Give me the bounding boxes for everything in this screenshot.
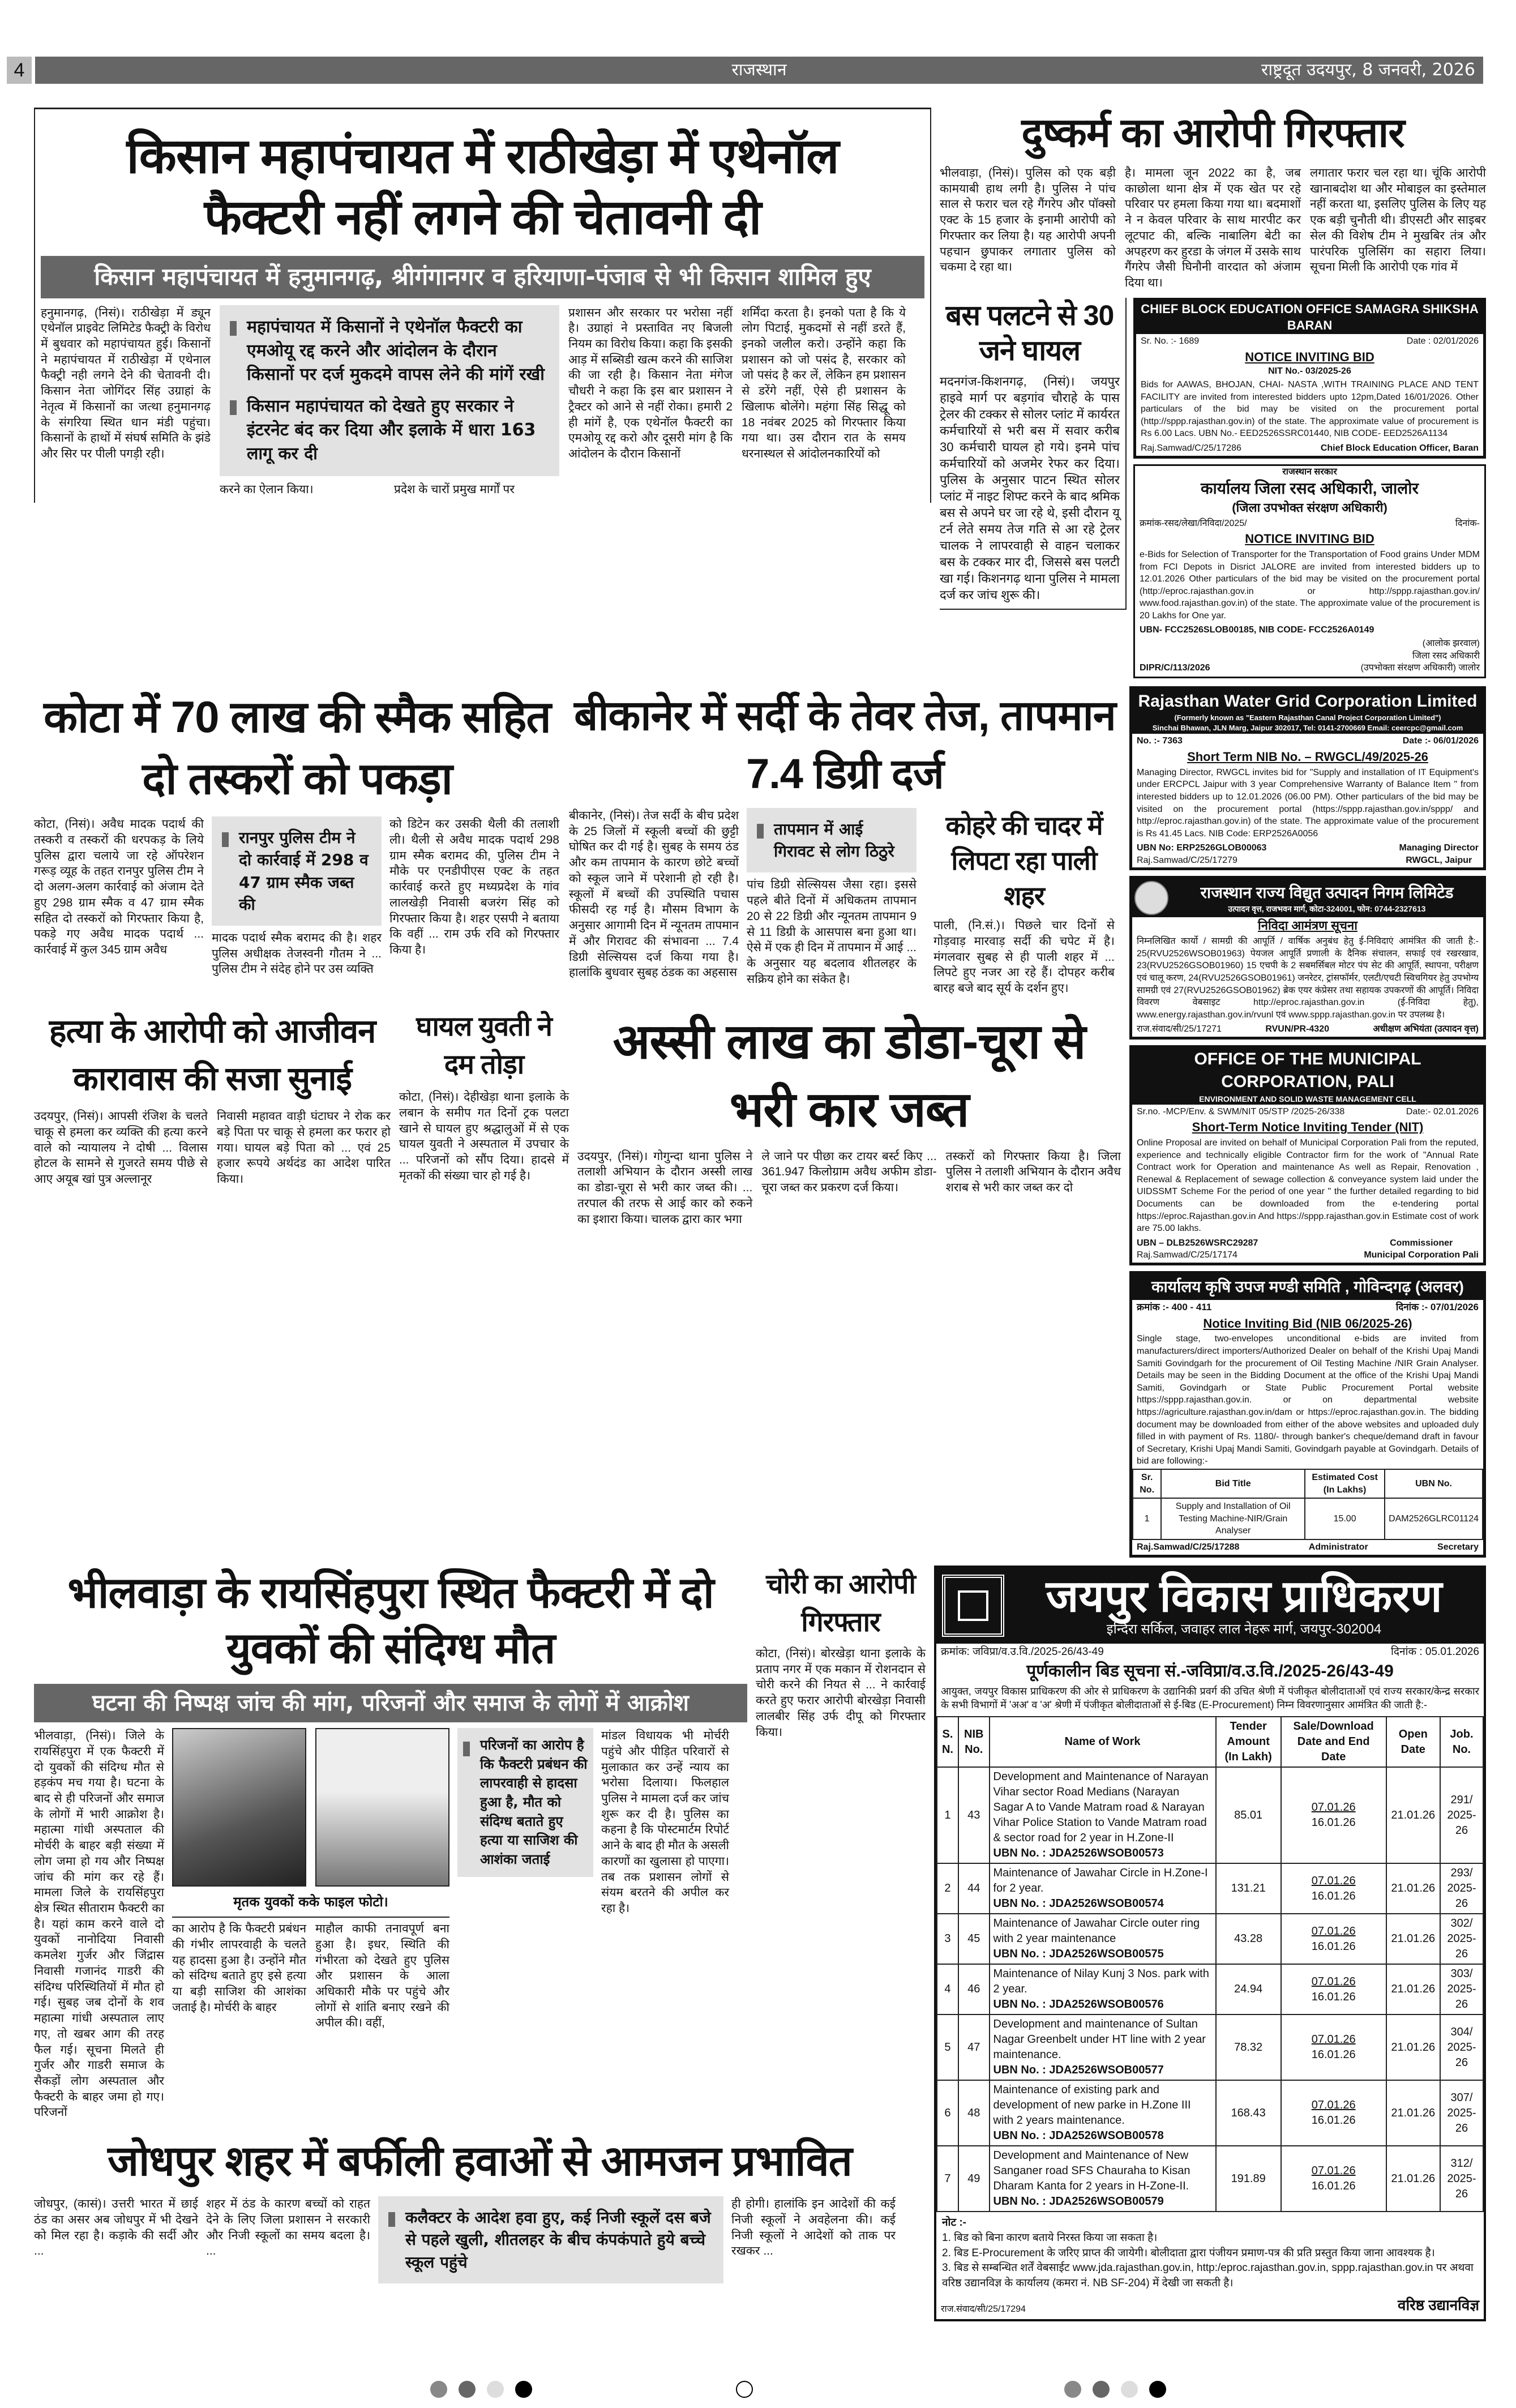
crosshair-mark-icon: [736, 2381, 753, 2398]
page-header-bar: [35, 57, 1483, 84]
table-cell: Supply and Installation of Oil Testing Machine-NIR/Grain Analyser: [1161, 1498, 1305, 1539]
pull-quote: रानपुर पुलिस टीम ने दो कार्रवाई में 298 व 47 ग्राम स्मैक जब्त की: [222, 827, 371, 916]
amount-cell: 131.21: [1216, 1863, 1281, 1914]
notice-gov: राजस्थान सरकार: [1282, 467, 1337, 477]
notice-org: कार्यालय कृषि उपज मण्डी समिति , गोविन्दगढ़ (अलवर): [1132, 1274, 1483, 1300]
notice-date: Date:- 02.01.2026: [1406, 1106, 1479, 1117]
table-row: [937, 1914, 1483, 1964]
notice-ubn: UBN – DLB2526WSRC29287: [1137, 1238, 1258, 1248]
registration-dot: [487, 2381, 504, 2398]
note-item: 1. बिड को बिना कारण बताये निरस्त किया जा सकता है।: [942, 2232, 1158, 2244]
notice-sub: (जिला उपभोक्त संरक्षण अधिकारी): [1232, 500, 1387, 515]
notice-sign: Municipal Corporation Pali: [1364, 1250, 1479, 1260]
notice-text: Single stage, two-envelopes unconditional e-bids are invited from manufacturers/direct importers/Authorized Dealer on behalf of the Krishi Upaj Mandi Samiti Govindgarh for the procurement of Oil Testing Machine /NIR Grain Analyser. Details may be seen in the Bidding Document at the office of the Krishi Upaj Mandi Samiti, Govindgarh or State Public Procurement Portal website https://sppp.rajasthan.gov.in. or on departmental website https://agriculture.rajasthan.gov.in/dam or https://eproc.rajasthan.gov.in. The bidding document may be downloaded from either of the above websites and uploaded duly filled in with payment of Rs. 1180/- through banker's cheque/demand draft in favour of Secretary, Krishi Upaj Mandi Samiti, Govindgarh payable at Govindgarh. Details of bid are following:-: [1137, 1334, 1479, 1466]
amount-cell: 191.89: [1216, 2146, 1281, 2212]
victim-photo: [172, 1728, 306, 1887]
dates-cell: [1281, 1914, 1386, 1964]
notice-ubn: UBN- FCC2526SLOB00185, NIB CODE- FCC2526A0149: [1140, 625, 1374, 635]
work-name: Maintenance of Nilay Kunj 3 Nos. park with 2 year.: [993, 1968, 1209, 1996]
section-middle: [34, 686, 1486, 1558]
main-headline-line1: किसान महापंचायत में राठीखेड़ा में एथेनॉल: [126, 129, 839, 183]
work-cell: [990, 2080, 1216, 2146]
table-row: [937, 2080, 1483, 2146]
section-name: राजस्थान: [731, 60, 787, 80]
article-column: शर्मिंदा करता है। इनको पता है कि ये लोग पिटाई, मुकदमों से नहीं डरते हैं, इनको जलील करो। उन्होंने कहा कि प्रशासन को जो पसंद है, सरकार को जो पसंद है कर लें, लेकिन हम प्रशासन से डरेंगे नहीं, ऐसे ही प्रशासन के खिलाफ बोलेंगे। महंगा सिंह सिद्धू को 18 नवंबर 2025 को गिरफ्तार किया गया था। उस दौरान रात के समय धरनास्थल से आंदोलनकारियों को: [742, 306, 906, 461]
right-top-column: [940, 108, 1486, 678]
notice-sign: वरिष्ठ उद्यानविज्ञ: [1397, 2296, 1479, 2314]
notice-jda: [934, 1566, 1486, 2321]
section-bottom: [34, 1566, 1486, 2321]
notice-text: निम्नलिखित कार्यो / सामग्री की आपूर्ति / वार्षिक अनुबंध हेतु ई-निविदाएं आमंत्रित की जाती है:- 25(RVU2526WSOB01963) पेयजल आपूर्ति प्रणाली के दैनिक संचालन, सफाई एवं रखरखाव, 23(RVU2526GSOB01960) 15 एचपी के 2 सबमर्सिबल मोटर पंप सेट की आपूर्ति, स्थापना, परीक्षण एवं चालू करण, 24(RVU2526GSOB01961) जनरेटर, ट्रांसफॉर्मर, एलटी/एचटी स्विचगियर हेतु उपभोग्य सामग्री एवं 27(RVU2526GSOB01962) ब्रेक एयर कंप्रेसर तथा सहायक उपकरणों की आपूर्ति। निविदा विवरण वेबसाइट http://eproc.rajasthan.gov.in (ई-निविदा हेतु), www.energy.rajasthan.gov.in/rvunl एवं www.sppp.rajasthan.gov.in पर उपलब्ध है।: [1137, 936, 1479, 1020]
job-cell: 303/ 2025-26: [1440, 1964, 1483, 2014]
sn-cell: 3: [937, 1914, 958, 1964]
article-column: प्रशासन और सरकार पर भरोसा नहीं है। उग्राहां ने प्रस्तावित नए बिजली नियम का विरोध किया। कहा कि इसकी आड़ में सब्सिडी खत्म करने की साजिश की जा रही है। किसान नेता मंगेज चौधरी ने कहा कि इस बार प्रशासन ने ट्रैक्टर को आने से नहीं रोका। हमारी 2 ही मांगें है, एक एथेनॉल फैक्टरी का एमओयू रद्द करो और दूसरी मांग है कि आंदोलन के दौरान किसानों: [568, 306, 733, 461]
notice-ref: Raj.Samwad/C/25/17174: [1137, 1250, 1237, 1260]
article-column: मादक पदार्थ स्मैक बरामद की है। शहर पुलिस अधीक्षक तेजस्वनी गौतम ने ... पुलिस टीम ने संदेह होने पर उस व्यक्ति: [212, 931, 382, 976]
story-bhilwara: [34, 1566, 747, 2121]
notice-text: Online Proposal are invited on behalf of Municipal Corporation Pali from the reputed, experience and technically eligible Contractor firm for the work of "Annual Rate Contract work for Operation and maintenance As well as Repair, Renovation , Renewal & Replacement of sewage collection & conveyance system laid under the UIDSSMT Scheme For the period of one year " the further detailed regarding to bid Documents can be downloaded from the e-tendering portal https://eproc.Rajasthan.gov.in And https://sppp.rajasthan.gov.in Estimate cost of work are 75.00 lakhs.: [1137, 1138, 1479, 1234]
open-date-cell: 21.01.26: [1386, 2146, 1440, 2212]
notice-rvun: [1129, 876, 1486, 1039]
notice-jalore: [1133, 464, 1486, 678]
ubn-number: UBN No. : JDA2526WSOB00575: [993, 1948, 1164, 1961]
notice-ref: राज.संवाद/सी/25/17294: [941, 2304, 1026, 2314]
headline: दुष्कर्म का आरोपी गिरफ्तार: [1021, 110, 1404, 156]
mandi-bid-table: [1132, 1469, 1483, 1540]
headline: जोधपुर शहर में बर्फीली हवाओं से आमजन प्रभावित: [108, 2137, 852, 2185]
pull-quote-box: [212, 816, 382, 926]
article-column: हनुमानगढ़, (निसं)। राठीखेड़ा में ड्यून एथेनॉल प्राइवेट लिमिटेड फैक्ट्री के विरोध में बुधवार को महापंचायत हुई। किसानों ने महापंचायत में राठीखेड़ा में एथेनाल फैक्ट्री नही लगने देने की चेतावनी दी। किसान नेता जोगिंदर सिंह उग्राहां के नेतृत्व में किसानों का जत्था हनुमानगढ़ के संगरिया स्थित धान मंडी पहुंचा। किसानों के हाथों में संघर्ष समिति के झंडे और सिर पर पीली पगड़ी रही।: [41, 306, 211, 461]
article-column: भीलवाड़ा, (निसं)। पुलिस को एक बड़ी कामयाबी हाथ लगी है। पुलिस ने पांच साल से फरार चल रहे गैंगरेप और पॉक्सो एक्ट के 15 हजार के इनामी आरोपी को गिरफ्तार कर लिया है। यह आरोपी अपनी पहचान छुपाकर लगातार पुलिस को चकमा दे रहा था।: [940, 166, 1116, 274]
headline: कोहरे की चादर में लिपटा रहा पाली शहर: [945, 811, 1103, 911]
job-cell: 291/ 2025-26: [1440, 1767, 1483, 1863]
bottom-stories: [34, 1566, 926, 2283]
article-column: बीकानेर, (निसं)। तेज सर्दी के बीच प्रदेश के 25 जिलों में स्कूली बच्चों की छुट्टी घोषित कर दी गई है। सुबह के समय ठंड और कम तापमान के कारण छोटे बच्चों को स्कूल जाने में परेशानी हो रही है। स्कूलों में बच्चों की उपस्थिति पचास फीसदी रह गई है। मौसम विभाग के अनुसार आगामी दिन में न्यूनतम तापमान में और गिरावट की संभावना ... 7.4 डिग्री सेल्सियस दर्ज किया गया है। हालांकि बुधवार सुबह ठंडक का अहसास: [569, 809, 739, 980]
work-cell: [990, 2014, 1216, 2080]
column-header: UBN No.: [1385, 1469, 1483, 1498]
open-date-cell: 21.01.26: [1386, 2080, 1440, 2146]
sale-date: 07.01.26: [1311, 2099, 1356, 2112]
dates-cell: [1281, 1767, 1386, 1863]
amount-cell: 24.94: [1216, 1964, 1281, 2014]
registration-dot: [1093, 2381, 1110, 2398]
column-header: Name of Work: [990, 1717, 1216, 1767]
registration-dot: [459, 2381, 476, 2398]
notice-org: CHIEF BLOCK EDUCATION OFFICE SAMAGRA SHIKSHA BARAN: [1136, 301, 1483, 334]
notice-dinank: दिनांक-: [1455, 518, 1480, 528]
notice-org: राजस्थान राज्य विद्युत उत्पादन निगम लिमिटेड: [1200, 884, 1454, 902]
work-name: Maintenance of existing park and development of new parke in H.Zone III with 2 years maintenance.: [993, 2084, 1191, 2127]
table-cell: DAM2526GLRC01124: [1385, 1498, 1483, 1539]
page-number: 4: [7, 57, 32, 84]
note-item: 3. बिड से सम्बन्धित शर्तें वेबसाईट www.jda.rajasthan.gov.in, http:/eproc.rajasthan.gov.in, sppp.rajasthan.gov.in पर अथवा वरिष्ठ उद्यानविज्ञ के कार्यालय (कमरा नं. NB SF-204) में देखी जा सकती है।: [942, 2262, 1474, 2289]
job-cell: 304/ 2025-26: [1440, 2014, 1483, 2080]
notice-title: Notice Inviting Bid (NIB 06/2025-26): [1203, 1316, 1412, 1331]
amount-cell: 78.32: [1216, 2014, 1281, 2080]
notice-address: इन्दिरा सर्किल, जवाहर लाल नेहरू मार्ग, जयपुर-302004: [1106, 1622, 1382, 1637]
notice-formerly: (Formerly known as "Eastern Rajasthan Canal Project Corporation Limited"): [1174, 713, 1441, 722]
notice-address: Sinchai Bhawan, JLN Marg, Jaipur 302017, Tel: 0141-2700669 Email: ceercpc@gmail.com: [1152, 723, 1463, 732]
story-dushkarm: [940, 108, 1486, 291]
table-cell: 15.00: [1305, 1498, 1385, 1539]
open-date-cell: 21.01.26: [1386, 1767, 1440, 1863]
story-ghayal: [399, 1008, 569, 1184]
article-column: भीलवाड़ा, (निसं)। जिले के रायसिंहपुरा में एक फैक्टरी में दो युवकों की संदिग्ध मौत से हड़कंप मच गया है। घटना के बाद से ही परिजनों और समाज के लोगों में भारी आक्रोश है। महात्मा गांधी अस्पताल की मोर्चरी के बाहर बड़ी संख्या में लोग जमा हो गय और निष्पक्ष जांच की मांग कर रहे हैं। मामला जिले के रायसिंहपुरा क्षेत्र स्थित सीताराम फैक्टरी का है। यहां काम करने वाले दो युवकों नानोदिया निवासी कमलेश गुर्जर और जिंद्रास निवासी गजानंद गाडरी की संदिग्ध परिस्थितियों में मौत हो गई। सुबह जब दोनों के शव महात्मा गांधी अस्पताल लाए गए, तो खबर आग की तरह फैल गई। सूचना मिलते ही गुर्जर और गाडरी समाज के सैकड़ों लोग अस्पताल और फैक्टरी के बाहर जमा हो गए। परिजनों: [34, 1729, 164, 2119]
job-cell: 302/ 2025-26: [1440, 1914, 1483, 1964]
column-header: Sr. No.: [1133, 1469, 1161, 1498]
edition-date: राष्ट्रदूत उदयपुर, 8 जनवरी, 2026: [1261, 60, 1475, 80]
work-name: Development and Maintenance of Narayan Vihar sector Road Medians (Narayan Sagar A to Vande Matram road & Narayan Vihar Police Station to Vande Matram road & sector road for 2 year in H.Zone-II: [993, 1770, 1209, 1845]
headline: घायल युवती ने दम तोड़ा: [416, 1011, 552, 1080]
headline: भीलवाड़ा के रायसिंहपुरा स्थित फैक्टरी में दो युवकों की संदिग्ध मौत: [67, 1568, 714, 1673]
pull-quote-box: [378, 2196, 723, 2283]
article-column: लगातार फरार चल रहा था। चूंकि आरोपी खानाबदोश था और मोबाइल का इस्तेमाल नहीं करता था, इसलिए पुलिस के लिए यह एक बड़ी चुनौती थी। डीएसटी और साइबर सेल की विशेष टीम ने मुखबिर तंत्र और पारंपरिक पुलिसिंग का सहारा लिया। सूचना मिली कि आरोपी एक गांव में: [1310, 166, 1486, 274]
notice-date: Date : 02/01/2026: [1406, 336, 1479, 347]
jda-notes: [936, 2212, 1484, 2294]
column-header: NIB No.: [958, 1717, 990, 1767]
notices-column-top: [1133, 298, 1486, 678]
article-body: मदनगंज-किशनगढ़, (निसं)। जयपुर हाइवे मार्ग पर बड़गांव चौराहे के पास ट्रेलर की टक्कर से सोलर प्लांट में कार्यरत कर्मचारियों से भरी बस में सवार करीब 30 कर्मचारी घायल हो गये। इनमे पांच कर्मचारियों को अजमेर रेफर कर दिया। पुलिस के अनुसार पाटन स्थित सोलर प्लांट में नाइट शिफ्ट करने के बाद श्रमिक बस से अपने घर जा रहे थे, इसी दौरान यू टर्न लेते समय तेज गति से आ रहे ट्रेलर चालक ने लापरवाही से वाहन चलाकर बस के टक्कर मार दी, जिससे बस पलटी खा गई। किशनगढ़ थाना पुलिस ने मामला दर्ज कर जांच शुरू की।: [940, 374, 1120, 602]
sale-date: 07.01.26: [1311, 1975, 1356, 1988]
story-bikaner: [569, 808, 926, 987]
headline: अस्सी लाख का डोडा-चूरा से भरी कार जब्त: [613, 1014, 1086, 1137]
amount-cell: 43.28: [1216, 1914, 1281, 1964]
notice-dinank: दिनांक : 05.01.2026: [1391, 1645, 1479, 1658]
pull-quote-box: [220, 305, 559, 476]
article-column: तस्करों को गिरफ्तार किया है। जिला पुलिस ने तलाशी अभियान के दौरान अवैध शराब से भरी कार जब्त कर दो: [945, 1149, 1121, 1195]
article-column: ही होगी। हालांकि इन आदेशों की कई निजी स्कूलों ने अवहेलना की। कई निजी स्कूलों ने आदेशों को ताक पर रखकर ...: [731, 2197, 896, 2258]
end-date: 16.01.26: [1311, 1816, 1356, 1829]
story-bus: [940, 298, 1127, 610]
work-name: Development and maintenance of Sultan Nagar Greenbelt under HT line with 2 year maintenance.: [993, 2018, 1206, 2061]
article-body: कोटा, (निसं)। बोरखेड़ा थाना इलाके के प्रताप नगर में एक मकान में रोशनदान से चोरी करने की नियत से ... ने कार्रवाई करते हुए फरार आरोपी बोरखेड़ा निवासी लालबीर सिंह उर्फ दीपू को गिरफ्तार किया।: [756, 1646, 926, 1739]
notice-sign: Administrator: [1308, 1542, 1368, 1552]
note-label: नोट :-: [942, 2217, 966, 2229]
article-column: को डिटेन कर उसकी थैली की तलाशी ली। थैली से अवैध मादक पदार्थ 298 ग्राम स्मैक बरामद की, पुलिस टीम ने मौके पर एनडीपीएस एक्ट के तहत कार्रवाई करते हुए मध्यप्रदेश के गांव लालखेड़ी निवासी बजरंग सिंह को गिरफ्तार किया है। शहर एसपी ने बताया कि वहीं ... राम उर्फ रवि को गिरफ्तार किया है।: [389, 818, 559, 956]
bikaner-headline: बीकानेर में सर्दी के तेवर तेज, तापमान 7.4 डिग्री दर्ज: [574, 691, 1116, 798]
work-cell: [990, 1767, 1216, 1863]
sale-date: 07.01.26: [1311, 2165, 1356, 2178]
ubn-number: UBN No. : JDA2526WSOB00576: [993, 1998, 1164, 2011]
notice-intro: आयुक्त, जयपुर विकास प्राधिकरण की ओर से प्राधिकरण के उद्यानिकी प्रवर्ग की उचित श्रेणी में पंजीकृत बोलीदाताओं एवं राज्य सरकार/केन्द्र सरकार के सभी विभागों में 'अअ' व 'अ' श्रेणी में पंजीकृत बोलीदाताओं से ई-बिड (E-Procurement) निम्न विवरणानुसार आमंत्रित की जाती है:-: [941, 1685, 1479, 1711]
notice-signer: (आलोक झरवाल): [1422, 639, 1480, 649]
open-date-cell: 21.01.26: [1386, 1863, 1440, 1914]
subhead: घटना की निष्पक्ष जांच की मांग, परिजनों और समाज के लोगों में आक्रोश: [34, 1684, 747, 1722]
sn-cell: 4: [937, 1964, 958, 2014]
story-hatya: [34, 1008, 391, 1187]
notice-sr: Sr.no. -MCP/Env. & SWM/NIT 05/STP /2025-26/338: [1137, 1106, 1345, 1117]
article-column: निवासी महावत वाड़ी घंटाघर ने रोक कर बड़े पिता पर चाकू से हमला कर फरार हो गया। घायल बड़े पिता को ... एवं 25 हजार रूपये अर्थदंड का आदेश पारित किया।: [217, 1110, 391, 1186]
amount-cell: 85.01: [1216, 1767, 1281, 1863]
article-column: उदयपुर, (निसं)। आपसी रंजिश के चलते चाकू से हमला कर व्यक्ति की हत्या करने वाले को न्यायालय ने दोषी ... विलास होटल के सामने से गुजरते समय पीछे से आए अयूब खां पुत्र अल्लानूर: [34, 1110, 208, 1186]
headline: चोरी का आरोपी गिरफ्तार: [766, 1569, 915, 1637]
pull-quote: महापंचायत में किसानों ने एथेनॉल फैक्टरी का एमओयू रद्द करने और आंदोलन के दौरान किसानों पर दर्ज मुकदमे वापस लेने की मांगें रखी: [230, 315, 549, 387]
ubn-number: UBN No. : JDA2526WSOB00577: [993, 2064, 1164, 2077]
notice-kramank: क्रमांक :- 400 - 411: [1137, 1301, 1212, 1312]
registration-dot: [430, 2381, 447, 2398]
nib-cell: 44: [958, 1863, 990, 1914]
open-date-cell: 21.01.26: [1386, 2014, 1440, 2080]
table-row: [937, 2014, 1483, 2080]
amount-cell: 168.43: [1216, 2080, 1281, 2146]
registration-marks: [1064, 2381, 1166, 2398]
notice-dinank: दिनांक :- 07/01/2026: [1395, 1301, 1479, 1312]
notice-no: No. :- 7363: [1137, 736, 1183, 746]
column-header: Estimated Cost (In Lakhs): [1305, 1469, 1385, 1498]
work-name: Maintenance of Jawahar Circle in H.Zone-I for 2 year.: [993, 1867, 1208, 1895]
main-headline-line2: फैक्टरी नहीं लगने की चेतावनी दी: [204, 190, 761, 245]
ubn-number: UBN No. : JDA2526WSOB00579: [993, 2195, 1164, 2208]
column-header: S. N.: [937, 1717, 958, 1767]
middle-stories: [34, 686, 1121, 1227]
table-row: [1133, 1498, 1483, 1539]
table-row: [937, 1964, 1483, 2014]
article-column: करने का ऐलान किया।: [220, 482, 314, 496]
ubn-number: UBN No. : JDA2526WSOB00573: [993, 1847, 1164, 1860]
article-column: पांच डिग्री सेल्सियस जैसा रहा। इससे पहले बीते दिनों में अधिकतम तापमान 20 से 22 डिग्री और न्यूनतम तापमान 9 से 11 डिग्री के आसपास बना हुआ था। ऐसे में एक ही दिन में तापमान में आई ... के अनुसार यह बदलाव शीतलहर के सक्रिय होने का संकेत है।: [747, 878, 917, 986]
column-header: Job. No.: [1440, 1717, 1483, 1767]
dates-cell: [1281, 1863, 1386, 1914]
headline: बस पलटने से 30 जने घायल: [945, 299, 1114, 367]
notice-org: OFFICE OF THE MUNICIPAL CORPORATION, PALI: [1194, 1049, 1421, 1092]
table-cell: 1: [1133, 1498, 1161, 1539]
nib-cell: 47: [958, 2014, 990, 2080]
pull-quote: तापमान में आई गिरावट से लोग ठिठुरे: [757, 818, 906, 862]
ubn-number: UBN No. : JDA2526WSOB00578: [993, 2129, 1164, 2142]
notice-sign: जिला रसद अधिकारी: [1412, 651, 1480, 661]
notice-sign: Commissioner: [1390, 1238, 1453, 1248]
pull-quote: किसान महापंचायत को देखते हुए सरकार ने इंटरनेट बंद कर दिया और इलाके में धारा 163 लागू कर दी: [230, 395, 549, 466]
notice-sign: अधीक्षण अभियंता (उत्पादन वृत्त): [1373, 1024, 1479, 1034]
notice-sign: Managing Director: [1399, 843, 1479, 853]
registration-dot: [1149, 2381, 1166, 2398]
pull-quote-box: [457, 1728, 593, 1877]
notice-sign: Secretary: [1437, 1542, 1479, 1552]
victim-photo: [315, 1728, 449, 1887]
work-name: Maintenance of Jawahar Circle outer ring with 2 year maintenance: [993, 1917, 1200, 1945]
pull-quote-box: [747, 808, 917, 872]
story-jodhpur: [34, 2134, 926, 2283]
sale-date: 07.01.26: [1311, 1801, 1356, 1814]
article-body: पाली, (नि.सं.)। पिछले चार दिनों से गोड़वाड़ मारवाड़ सर्दी की चपेट में है। मंगलवार सुबह से ही पाली शहर में ... लिपटे हुए नजर आ रहे हैं। दोपहर करीब बारह बजे बाद सूर्य के दर्शन हुए।: [933, 919, 1115, 995]
article-column: कोटा, (निसं)। अवैध मादक पदार्थ की तस्करी व तस्करों की धरपकड़ के लिये पुलिस द्वारा चलाये जा रहे ऑपरेशन गरूड़ व्यूह के तहत रानपुर पुलिस टीम ने दो अलग-अलग कार्रवाई को अंजाम देते हुए 298 ग्राम स्मैक व 47 ग्राम स्मैक सहित दो तस्करों को गिरफ्तार किया है, पकड़े गए अवैध मादक पदार्थ ... कार्रवाई में कुल 345 ग्राम अवैध: [34, 818, 204, 956]
notice-ref: राज.संवाद/सी/25/17271: [1137, 1024, 1222, 1034]
notice-title: Short Term NIB No. – RWGCL/49/2025-26: [1187, 750, 1428, 764]
notice-ref: Raj.Samwad/C/25/17286: [1141, 443, 1241, 453]
notice-title: NOTICE INVITING BID: [1245, 532, 1374, 546]
notice-ref: Raj.Samwad/C/25/17288: [1137, 1542, 1240, 1552]
main-story: [34, 108, 931, 503]
pull-quote: परिजनों का आरोप है कि फैक्टरी प्रबंधन की लापरवाही से हादसा हुआ है, मौत को संदिग्ध बताते हुए हत्या या साजिश की आशंका जताई: [463, 1736, 588, 1869]
story-chori: [756, 1566, 926, 1740]
article-column: ले जाने पर पीछा कर टायर बर्स्ट किए ... 361.947 किलोग्राम अवैध अफीम डोडा-चूरा जब्त कर प्रकरण दर्ज किया।: [761, 1149, 937, 1195]
main-body: [35, 298, 930, 498]
article-column: प्रदेश के चारों प्रमुख मार्गों पर: [394, 482, 515, 496]
registration-dot: [515, 2381, 532, 2398]
notice-text: e-Bids for Selection of Transporter for the Transportation of Food grains Under MDM from FCI Depots in Disrict JALORE are invited from interested bidders up to 12.01.2026 Other particulars of the bid may be visited on the procurement portal (http://eproc.rajasthan.gov.in or http://sppp.rajasthan.gov.in/ www.food.rajasthan.gov.in) of the state. The approximate value of the procurement is 20 Lakhs for One yar.: [1140, 549, 1480, 621]
photo-caption: मृतक युवकों कके फाइल फोटो।: [172, 1887, 449, 1918]
notice-baran: [1133, 298, 1486, 459]
dates-cell: [1281, 1964, 1386, 2014]
article-column: जोधपुर, (कासं)। उत्तरी भारत में छाई ठंड का असर अब जोधपुर में भी देखने को मिल रहा है। कड़ाके की सर्दी और ...: [34, 2197, 198, 2258]
sale-date: 07.01.26: [1311, 1924, 1356, 1937]
page-content: [34, 108, 1486, 2321]
notice-org: जयपुर विकास प्राधिकरण: [1046, 1571, 1442, 1621]
notice-water-grid: [1129, 686, 1486, 871]
notice-date: Date :- 06/01/2026: [1402, 736, 1479, 746]
article-column: है। मामला जून 2022 का है, जब काछोला थाना क्षेत्र में एक खेत पर रहे परिवार पर हमला किया गया था। बदमाशों ने न केवल परिवार के साथ मारपीट कर लूटपाट की, बल्कि नाबालिग बेटी का अपहरण कर हुरडा के जंगल में उसके साथ गैंगरेप जैसी घिनौनी वारदात को अंजाम दिया था।: [1125, 166, 1301, 290]
sn-cell: 1: [937, 1767, 958, 1863]
article-column: माहौल काफी तनावपूर्ण बना हुआ है। इधर, स्थिति की गंभीरता को देखते हुए पुलिस और प्रशासन के आला अधिकारी मौके पर पहुंचे और लोगों से शांति बनाए रखने की अपील की। वहीं,: [315, 1922, 449, 2030]
registration-dot: [1064, 2381, 1081, 2398]
nib-cell: 46: [958, 1964, 990, 2014]
column-header: Open Date: [1386, 1717, 1440, 1767]
jda-bid-table: [936, 1716, 1484, 2212]
notice-mandi: [1129, 1271, 1486, 1558]
main-subhead: किसान महापंचायत में हनुमानगढ़, श्रीगंगानगर व हरियाणा-पंजाब से भी किसान शामिल हुए: [41, 256, 924, 298]
notice-nit: NIT No.- 03/2025-26: [1268, 366, 1351, 377]
notice-text: Managing Director, RWGCL invites bid for "Supply and installation of IT Equipment's under ERCPCL Jaipur with 3 year Comprehensive Warranty of Balance Item " from interested bidders up to 12.01.2026 (06.00 PM). Other particulars of the bid may be visited on the procurement portal (https://sppp.rajasthan.gov.in/sppp/ and http://eproc.rajasthan.gov.in) of the state. The approximate value of the procurement is Rs 41.45 Lacs. NIB Code: ERP2526A0056: [1137, 767, 1479, 839]
notice-org: कार्यालय जिला रसद अधिकारी, जालोर: [1201, 480, 1419, 498]
notice-ref: DIPR/C/113/2026: [1140, 663, 1210, 673]
nib-cell: 43: [958, 1767, 990, 1863]
work-cell: [990, 2146, 1216, 2212]
story-kota: [34, 686, 560, 977]
story-assi: [577, 1008, 1121, 1227]
nib-cell: 48: [958, 2080, 990, 2146]
nib-cell: 45: [958, 1914, 990, 1964]
work-cell: [990, 1964, 1216, 2014]
notice-kramank: क्रमांक: जविप्रा/व.उ.वि./2025-26/43-49: [941, 1645, 1104, 1658]
notice-ref: Raj.Samwad/C/25/17279: [1137, 855, 1237, 865]
registration-dot: [1121, 2381, 1138, 2398]
section-top: [34, 108, 1486, 678]
notice-title: निविदा आमंत्रण सूचना: [1258, 918, 1357, 933]
end-date: 16.01.26: [1311, 2048, 1356, 2061]
notice-title: NOTICE INVITING BID: [1245, 349, 1374, 364]
sale-date: 07.01.26: [1311, 2033, 1356, 2046]
notice-sr: Sr. No. :- 1689: [1141, 336, 1200, 347]
headline: हत्या के आरोपी को आजीवन कारावास की सजा सुनाई: [49, 1012, 376, 1098]
work-name: Development and Maintenance of New Sanganer road SFS Chauraha to Kisan Dharam Kanta for 2 years in H-Zone-II.: [993, 2149, 1190, 2193]
table-row: [937, 2146, 1483, 2212]
registration-marks: [430, 2381, 532, 2398]
notice-ubn: UBN No: ERP2526GLOB00063: [1137, 843, 1267, 853]
notice-org: Rajasthan Water Grid Corporation Limited: [1138, 691, 1478, 711]
open-date-cell: 21.01.26: [1386, 1914, 1440, 1964]
jda-logo: [942, 1575, 1004, 1637]
notice-text: Bids for AAWAS, BHOJAN, CHAI- NASTA ,WITH TRAINING PLACE AND TENT FACILITY are invited from interested bidders upto 12pm,Dated 16/01/2026. Other particulars of the bid may be visited on the procurement portal (http://sppp.rajasthan.gov.in) of the state. The approximate value of procurement is Rs 6.00 Lacs. UBN No.- EED2526SSRC01440, NIB CODE- EED2526A1134: [1141, 380, 1479, 439]
notice-cell: ENVIRONMENT AND SOLID WASTE MANAGEMENT CELL: [1199, 1094, 1416, 1104]
notice-address: उत्पादन वृत्त, राजभवन मार्ग, कोटा-324001, फोन: 0744-2327613: [1228, 904, 1426, 913]
notice-pali-mc: [1129, 1045, 1486, 1265]
table-row: [937, 1863, 1483, 1914]
job-cell: 293/ 2025-26: [1440, 1863, 1483, 1914]
article-column: शहर में ठंड के कारण बच्चों को राहत देने के लिए जिला प्रशासन ने सरकारी और निजी स्कूलों का समय बदला है। ...: [206, 2197, 370, 2258]
end-date: 16.01.26: [1311, 1940, 1356, 1953]
article-body: कोटा, (निसं)। देहीखेड़ा थाना इलाके के लबान के समीप गत दिनों ट्रक पलटा खाने से घायल हुए श्रद्धालुओं में से एक घायल युवती ने अस्पताल में उपचार के ... परिजनों को सौंप दिया। हादसे में मृतकों की संख्या चार हो गई है।: [399, 1090, 569, 1182]
notice-kramank: क्रमांक-रसद/लेखा/निविदा/2025/: [1140, 518, 1247, 528]
notice-code: RVUN/PR-4320: [1265, 1024, 1329, 1034]
column-header: Bid Title: [1161, 1469, 1305, 1498]
ubn-number: UBN No. : JDA2526WSOB00574: [993, 1897, 1164, 1910]
sale-date: 07.01.26: [1311, 1874, 1356, 1887]
story-pali: [933, 808, 1115, 996]
sn-cell: 5: [937, 2014, 958, 2080]
article-column: मांडल विधायक भी मोर्चरी पहुंचे और पीड़ित परिवारों से मुलाकात कर उन्हें न्याय का भरोसा दिलाया। फिलहाल पुलिस ने मामला दर्ज कर जांच शुरू कर दी है। पुलिस का कहना है कि पोस्टमार्टम रिपोर्ट आने के बाद ही मौत के असली कारणों का खुलासा हो पाएगा। तब तक प्रशासन लोगों से संयम बरतने की अपील कर रहा है।: [601, 1729, 729, 1915]
end-date: 16.01.26: [1311, 1990, 1356, 2003]
column-header: Sale/Download Date and End Date: [1281, 1717, 1386, 1767]
column-header: Tender Amount (In Lakh): [1216, 1717, 1281, 1767]
table-row: [937, 1767, 1483, 1863]
end-date: 16.01.26: [1311, 1889, 1356, 1902]
open-date-cell: 21.01.26: [1386, 1964, 1440, 2014]
notice-sign: Chief Block Education Officer, Baran: [1320, 443, 1479, 453]
sn-cell: 6: [937, 2080, 958, 2146]
notice-title: Short-Term Notice Inviting Tender (NIT): [1192, 1120, 1424, 1135]
notice-sign: RWGCL, Jaipur: [1406, 855, 1472, 865]
article-column: उदयपुर, (निसं)। गोगुन्दा थाना पुलिस ने तलाशी अभियान के दौरान अस्सी लाख का डोडा-चूरा से भरी कार जब्त की। ... तरपाल की तरफ से आई कार को रुकने का इशारा किया। चालक द्वारा कार भगा: [577, 1149, 753, 1226]
dates-cell: [1281, 2146, 1386, 2212]
job-cell: 312/ 2025-26: [1440, 2146, 1483, 2212]
notice-title: पूर्णकालीन बिड सूचना सं.-जविप्रा/व.उ.वि./2025-26/43-49: [1026, 1662, 1394, 1681]
sn-cell: 7: [937, 2146, 958, 2212]
dates-cell: [1281, 2014, 1386, 2080]
end-date: 16.01.26: [1311, 2180, 1356, 2193]
sn-cell: 2: [937, 1863, 958, 1914]
headline: कोटा में 70 लाख की स्मैक सहित दो तस्करों को पकड़ा: [44, 691, 551, 804]
end-date: 16.01.26: [1311, 2114, 1356, 2127]
job-cell: 307/ 2025-26: [1440, 2080, 1483, 2146]
notice-sign: (उपभोक्ता संरक्षण अधिकारी) जालोर: [1360, 663, 1480, 673]
nib-cell: 49: [958, 2146, 990, 2212]
work-cell: [990, 1914, 1216, 1964]
pull-quote: कलैक्टर के आदेश हवा हुए, कई निजी स्कूलें दस बजे से पहले खुली, शीतलहर के बीच कंपकंपाते हुये बच्चे स्कूल पहुंचे: [388, 2206, 713, 2273]
work-cell: [990, 1863, 1216, 1914]
article-column: का आरोप है कि फैक्टरी प्रबंधन की गंभीर लापरवाही के चलते यह हादसा हुआ है। उन्होंने मौत को संदिग्ध बताते हुए इसे हत्या या बड़ी साजिश की आशंका जताई है। मोर्चरी के बाहर: [172, 1922, 306, 2014]
note-item: 2. बिड E-Procurement के जरिए प्राप्त की जायेगी। बोलीदाता द्वारा पंजीयन प्रमाण-पत्र की प्रति प्रस्तुत किया जाना आवश्यक है।: [942, 2247, 1435, 2259]
notices-column-middle: [1129, 686, 1486, 1558]
dates-cell: [1281, 2080, 1386, 2146]
rvun-seal-logo: [1134, 881, 1168, 915]
